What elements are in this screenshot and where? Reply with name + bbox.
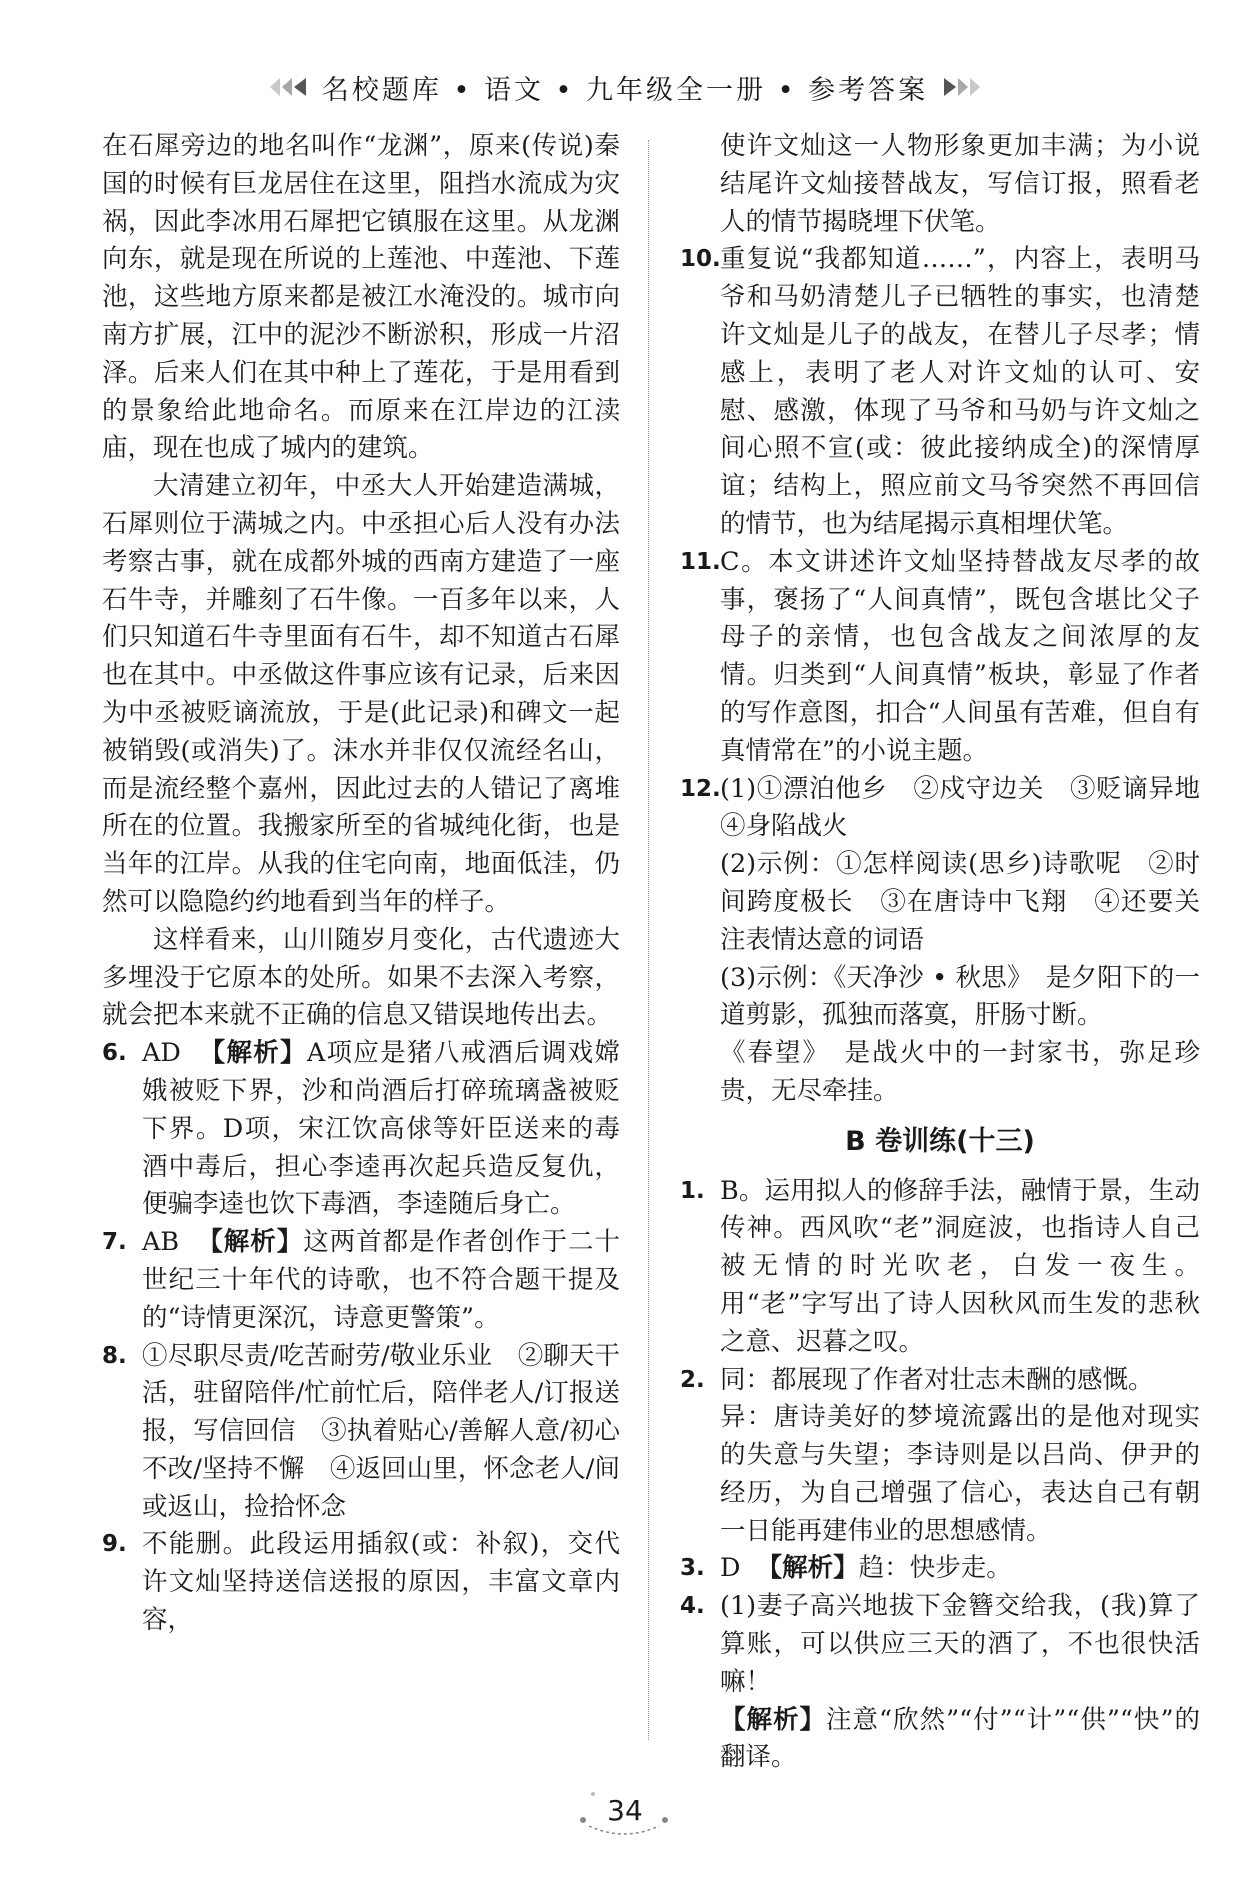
answer-item-8 — [102, 1338, 620, 1527]
translation-paragraph-1: 在石犀旁边的地名叫作“龙渊”，原来(传说)秦国的时候有巨龙居住在这里，阻挡水流成为灾祸，因此李冰用石犀把它镇服在这里。从龙渊向东，就是现在所说的上莲池、中莲池、下莲池，这些地方原来都是被江水淹没的。城市向南方扩展，江中的泥沙不断淤积，形成一片沼泽。后来人们在其中种上了莲花，于是用看到的景象给此地命名。而原来在江岸边的江渎庙，现在也成了城内的建筑。 — [102, 131, 620, 464]
answer-9-continuation: 使许文灿这一人物形象更加丰满；为小说结尾许文灿接替战友，写信订报，照看老人的情节揭晓埋下伏笔。 — [720, 131, 1200, 237]
answer-item-11 — [680, 544, 1200, 771]
item-number: 4. — [680, 1593, 705, 1620]
item-number: 12. — [680, 775, 721, 802]
answer-item-7 — [102, 1224, 620, 1337]
page-number-ornament-icon — [569, 1782, 679, 1838]
item-number: 2. — [680, 1366, 705, 1393]
b-answer-item-2 — [680, 1362, 1200, 1551]
b-answer-item-3 — [680, 1550, 1200, 1588]
answer-part-1: (1)妻子高兴地拔下金簪交给我，(我)算了算账，可以供应三天的酒了，不也很快活嘛！ — [720, 1591, 1200, 1697]
answer-text: 不能删。此段运用插叙(或：补叙)，交代许文灿坚持送信送报的原因，丰富文章内容， — [142, 1529, 620, 1636]
answer-text: B。运用拟人的修辞手法，融情于景，生动传神。西风吹“老”洞庭波，也指诗人自己被无情的时光吹老，白发一夜生。用“老”字写出了诗人因秋风而生发的悲秋之意、迟暮之叹。 — [720, 1175, 1200, 1357]
answer-choice: D — [720, 1553, 741, 1584]
item-number: 6. — [102, 1040, 127, 1067]
item-number: 10. — [680, 246, 721, 273]
answer-text: C。本文讲述许文灿坚持替战友尽孝的故事，褒扬了“人间真情”，既包含堪比父子母子的亲情，也包含战友之间浓厚的友情。归类到“人间真情”板块，彰显了作者的写作意图，扣合“人间虽有苦难，但自有真情常在”的小说主题。 — [720, 546, 1200, 766]
item-number: 11. — [680, 548, 721, 575]
column-divider — [648, 140, 649, 1740]
answer-part-3: (3)示例：《天净沙 • 秋思》 是夕阳下的一道剪影，孤独而落寞，肝肠寸断。 — [720, 962, 1200, 1031]
b-answer-item-1 — [680, 1173, 1200, 1362]
analysis-tag: 【解析】 — [756, 1553, 859, 1584]
translation-paragraph-3: 这样看来，山川随岁月变化，古代遗迹大多埋没于它原本的处所。如果不去深入考察，就会把本来就不正确的信息又错误地传出去。 — [102, 924, 620, 1031]
answer-choice: AD — [142, 1038, 181, 1069]
analysis-text: 注意“欣然”“付”“计”“供”“快”的翻译。 — [720, 1704, 1200, 1773]
answer-text: 这两首都是作者创作于二十世纪三十年代的诗歌，也不符合题干提及的“诗情更深沉，诗意更警策”。 — [142, 1227, 620, 1333]
item-number: 7. — [102, 1229, 127, 1256]
page-header — [0, 62, 1250, 112]
item-number: 8. — [102, 1342, 127, 1369]
answer-part-4: 《春望》 是战火中的一封家书，弥足珍贵，无尽牵挂。 — [720, 1038, 1200, 1106]
answer-part-1: 同：都展现了作者对壮志未酬的感慨。 — [720, 1364, 1154, 1395]
page-number — [607, 1794, 643, 1827]
right-arrows-icon — [940, 76, 984, 98]
answer-part-1: (1)①漂泊他乡 ②戍守边关 ③贬谪异地 ④身陷战火 — [720, 773, 1226, 842]
analysis-tag: 【解析】 — [197, 1227, 304, 1258]
answer-text: 趋：快步走。 — [858, 1553, 1012, 1584]
analysis-tag: 【解析】 — [720, 1704, 827, 1735]
left-arrows-icon — [266, 76, 310, 98]
answer-part-2: 异：唐诗美好的梦境流露出的是他对现实的失意与失望；李诗则是以吕尚、伊尹的经历，为自己增强了信心，表达自己有朝一日能再建伟业的思想感情。 — [720, 1402, 1200, 1546]
section-title: B 卷训练(十三) — [845, 1125, 1035, 1157]
answer-choice: AB — [142, 1227, 180, 1258]
answer-item-10 — [680, 241, 1200, 543]
answer-item-6 — [102, 1035, 620, 1224]
right-column — [680, 128, 1226, 1777]
left-column — [102, 128, 620, 1640]
analysis-tag: 【解析】 — [199, 1038, 307, 1069]
translation-paragraph-2: 大清建立初年，中丞大人开始建造满城，石犀则位于满城之内。中丞担心后人没有办法考察古事，就在成都外城的西南方建造了一座石牛寺，并雕刻了石牛像。一百多年以来，人们只知道石牛寺里面有石牛，却不知道古石犀也在其中。中丞做这件事应该有记录，后来因为中丞被贬谪流放，于是(此记录)和碑文一起被销毁(或消失)了。沫水并非仅仅流经名山，而是流经整个嘉州，因此过去的人错记了离堆所在的位置。我搬家所至的省城纯化街，也是当年的江岸。从我的住宅向南，地面低洼，仍然可以隐隐约约地看到当年的样子。 — [102, 471, 620, 917]
answer-text: A项应是猪八戒酒后调戏嫦娥被贬下界，沙和尚酒后打碎琉璃盏被贬下界。D项，宋江饮高俅等奸臣送来的毒酒中毒后，担心李逵再次起兵造反复仇，便骗李逵也饮下毒酒，李逵随后身亡。 — [142, 1038, 620, 1220]
header-title: 名校题库 • 语文 • 九年级全一册 • 参考答案 — [321, 74, 929, 106]
answer-text: ①尽职尽责/吃苦耐劳/敬业乐业 ②聊天干活，驻留陪伴/忙前忙后，陪伴老人/订报送报，写信回信 ③执着贴心/善解人意/初心不改/坚持不懈 ④返回山里，怀念老人/间或返山，捡拾怀念 — [142, 1340, 620, 1522]
answer-item-9 — [102, 1526, 620, 1639]
item-number: 1. — [680, 1177, 705, 1204]
item-number: 9. — [102, 1531, 127, 1558]
b-answer-item-4 — [680, 1588, 1200, 1777]
answer-text: 重复说“我都知道……”，内容上，表明马爷和马奶清楚儿子已牺牲的事实，也清楚许文灿是儿子的战友，在替儿子尽孝；情感上，表明了老人对许文灿的认可、安慰、感激，体现了马爷和马奶与许文灿之间心照不宣(或：彼此接纳成全)的深情厚谊；结构上，照应前文马爷突然不再回信的情节，也为结尾揭示真相埋伏笔。 — [720, 244, 1200, 539]
analysis-line — [720, 1702, 1200, 1778]
page-footer — [0, 1780, 1250, 1840]
item-number: 3. — [680, 1555, 705, 1582]
answer-part-2: (2)示例：①怎样阅读(思乡)诗歌呢 ②时间跨度极长 ③在唐诗中飞翔 ④还要关注表情达意的词语 — [720, 849, 1200, 955]
page-number-text: 34 — [607, 1793, 643, 1827]
answer-item-12 — [680, 771, 1226, 1111]
